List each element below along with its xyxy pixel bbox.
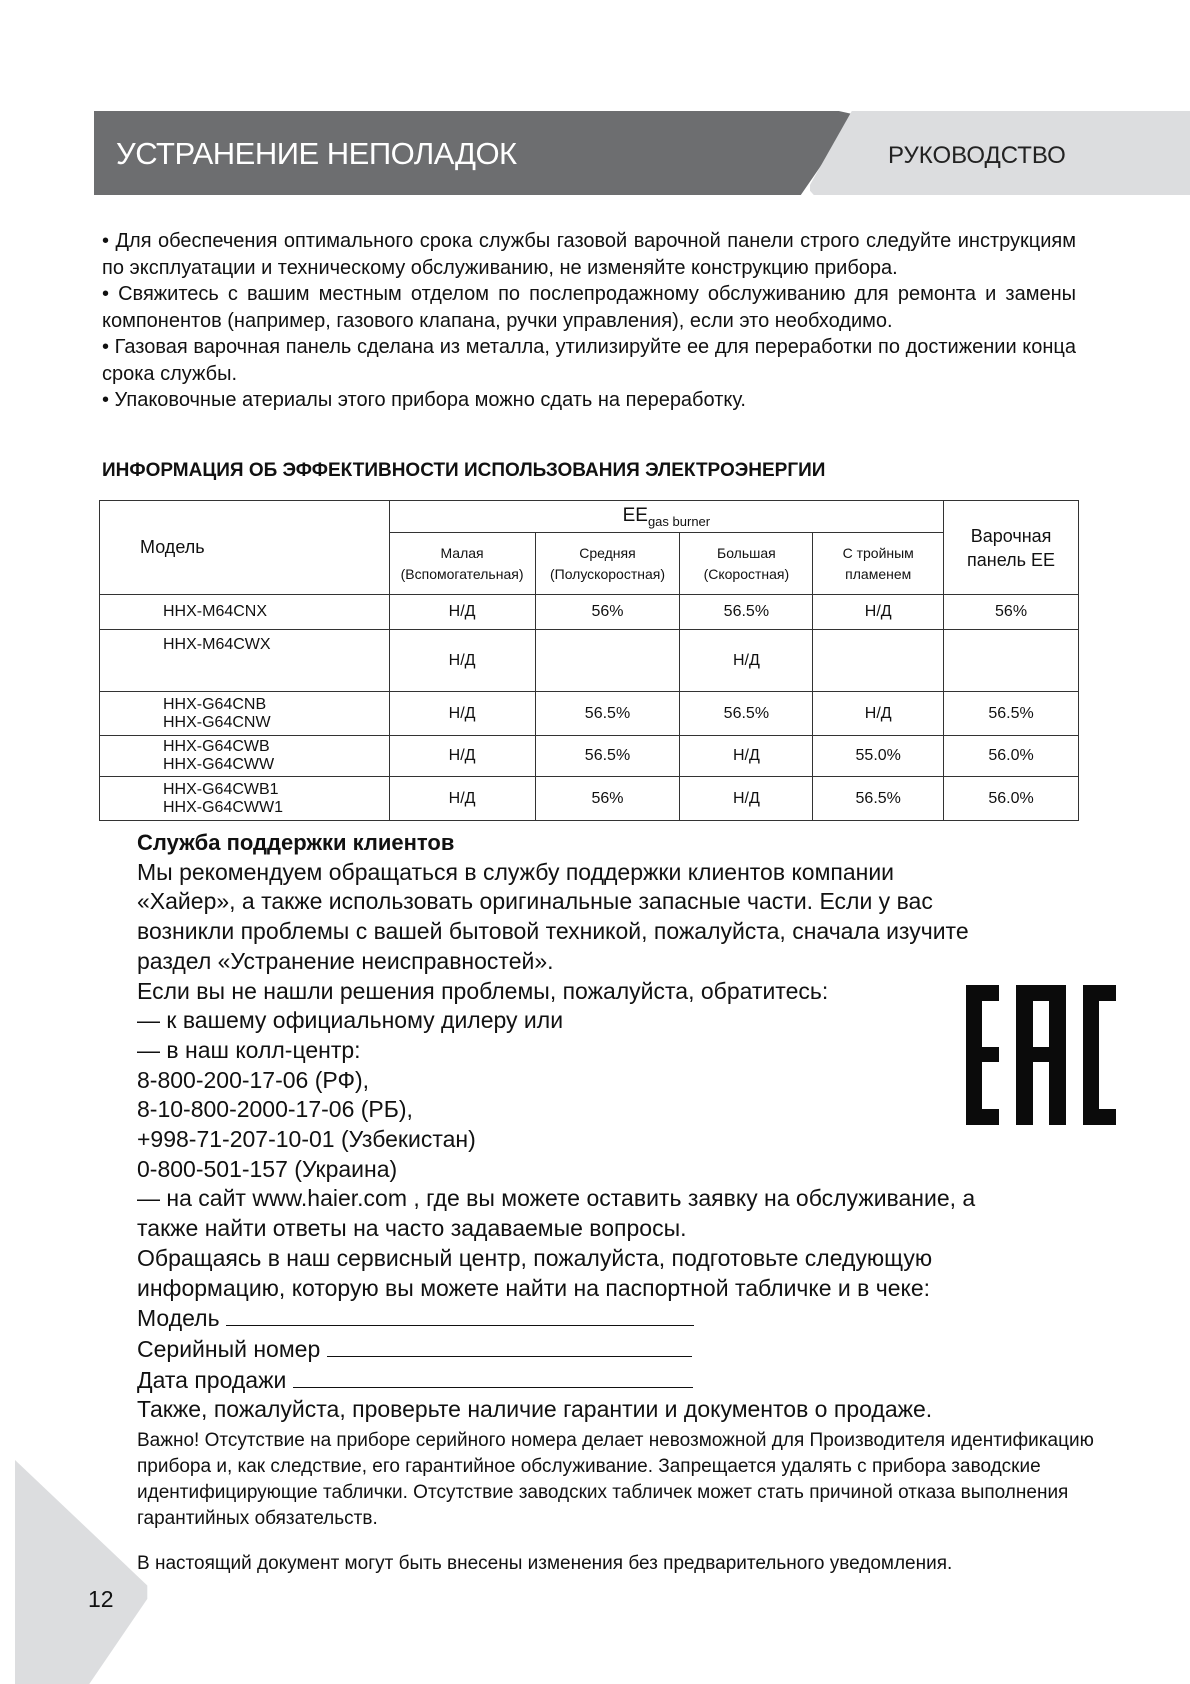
bullet-item: • Для обеспечения оптимального срока службы газовой варочной панели строго следуйте инструкциям по эксплуатации и техническому обслуживанию, не изменяйте конструкцию прибора. [102, 230, 1076, 279]
blank-line [327, 1334, 692, 1357]
table-row [100, 692, 1079, 736]
value-cell: Н/Д [680, 736, 813, 777]
value-cell: 56.5% [535, 692, 680, 736]
blank-line [293, 1365, 693, 1388]
eac-logo [966, 985, 1120, 1125]
bullet-item: • Упаковочные атериалы этого прибора можно сдать на переработку. [102, 389, 746, 411]
support-line: также найти ответы на часто задаваемые вопросы. [137, 1215, 687, 1242]
field-serial [137, 1334, 1097, 1365]
table-row [100, 595, 1079, 630]
change-notice: В настоящий документ могут быть внесены изменения без предварительного уведомления. [137, 1553, 953, 1574]
value-cell: Н/Д [680, 777, 813, 821]
header-burner [389, 533, 535, 595]
value-cell: 56.0% [944, 736, 1079, 777]
support-line: Обращаясь в наш сервисный центр, пожалуйста, подготовьте следующую [137, 1244, 933, 1271]
bullet-item: • Свяжитесь с вашим местным отделом по послепродажному обслуживанию для ремонта и замены компонентов (например, газового клапана, ручки управления), если это необходимо. [102, 283, 1076, 332]
page-title: УСТРАНЕНИЕ НЕПОЛАДОК [116, 136, 517, 171]
l2: пламенем [845, 565, 912, 582]
model-name: HHX-G64CWB [163, 738, 270, 755]
header-ee-gas-burner [389, 501, 944, 533]
ee-table [99, 500, 1079, 821]
value-cell [944, 630, 1079, 692]
customer-support [137, 828, 1097, 1425]
model-name: HHX-G64CNB [163, 695, 267, 713]
value-cell [535, 630, 680, 692]
hob-l1: Варочная [970, 525, 1052, 546]
support-line: информацию, которую вы можете найти на паспортной табличке и в чеке: [137, 1274, 931, 1301]
value-cell: 56.5% [813, 777, 944, 821]
model-cell [100, 777, 390, 821]
model-name: HHX-G64CWB1 [163, 780, 279, 798]
label: Серийный номер [137, 1335, 321, 1362]
support-line: — к вашему официальному дилеру или [137, 1007, 564, 1034]
field-date [137, 1365, 1097, 1396]
model-cell [100, 595, 390, 630]
l2: (Вспомогательная) [400, 565, 524, 582]
bullet-item: • Газовая варочная панель сделана из металла, утилизируйте ее для переработки по достижении конца срока службы. [102, 336, 1076, 385]
support-line: 8-10-800-2000-17-06 (РБ), [137, 1096, 413, 1123]
support-line: возникли проблемы с вашей бытовой техникой, пожалуйста, сначала изучите [137, 918, 969, 945]
value-cell: Н/Д [813, 692, 944, 736]
support-line: 0-800-501-157 (Украина) [137, 1155, 398, 1182]
support-line: Мы рекомендуем обращаться в службу поддержки клиентов компании [137, 858, 895, 885]
value-cell: Н/Д [389, 595, 535, 630]
model-cell [100, 630, 390, 692]
support-title: Служба поддержки клиентов [137, 830, 455, 855]
label: Модель [137, 1305, 220, 1332]
value-cell: Н/Д [813, 595, 944, 630]
label: Дата продажи [137, 1366, 287, 1393]
support-line: — в наш колл-центр: [137, 1036, 361, 1063]
value-cell: 56.5% [680, 595, 813, 630]
support-line: — на сайт www.haier.com , где вы можете оставить заявку на обслуживание, а [137, 1185, 976, 1212]
page-corner-decoration [15, 1460, 150, 1684]
table-row [100, 736, 1079, 777]
value-cell: 56% [535, 595, 680, 630]
value-cell [813, 630, 944, 692]
value-cell: Н/Д [389, 736, 535, 777]
value-cell: 56.5% [680, 692, 813, 736]
l1: Большая [717, 544, 776, 561]
value-cell: 56.5% [944, 692, 1079, 736]
value-cell: Н/Д [389, 777, 535, 821]
value-cell: Н/Д [389, 630, 535, 692]
model-name: HHX-G64CWW [163, 756, 275, 773]
support-line: «Хайер», а также использовать оригинальные запасные части. Если у вас [137, 888, 933, 915]
value-cell: 56.0% [944, 777, 1079, 821]
l1: Малая [440, 544, 484, 561]
support-line: Если вы не нашли решения проблемы, пожалуйста, обратитесь: [137, 977, 829, 1004]
field-model [137, 1303, 1097, 1334]
model-cell [100, 692, 390, 736]
header-burner [813, 533, 944, 595]
header-burner [535, 533, 680, 595]
value-cell: 56% [944, 595, 1079, 630]
support-closing: Также, пожалуйста, проверьте наличие гарантии и документов о продаже. [137, 1396, 933, 1423]
support-line: 8-800-200-17-06 (РФ), [137, 1066, 370, 1093]
l2: (Полускоростная) [549, 565, 665, 582]
value-cell: 56% [535, 777, 680, 821]
table-row [100, 630, 1079, 692]
model-name: HHX-M64CWX [163, 636, 271, 653]
blank-line [226, 1303, 694, 1326]
header-model: Модель [100, 501, 390, 595]
header-hob-ee [944, 501, 1079, 595]
table-row [100, 777, 1079, 821]
value-cell: 55.0% [813, 736, 944, 777]
value-cell: Н/Д [680, 630, 813, 692]
l1: Средняя [579, 544, 636, 561]
ee-main: EE [622, 504, 648, 526]
ee-heading: ИНФОРМАЦИЯ ОБ ЭФФЕКТИВНОСТИ ИСПОЛЬЗОВАНИЯ ЭЛЕКТРОЭНЕРГИИ [102, 460, 826, 481]
support-line: +998-71-207-10-01 (Узбекистан) [137, 1126, 476, 1153]
intro-bullets [102, 228, 1076, 414]
support-line: раздел «Устранение неисправностей». [137, 947, 554, 974]
page-number: 12 [88, 1586, 114, 1612]
hob-l2: панель EE [967, 549, 1056, 570]
model-cell [100, 736, 390, 777]
value-cell: 56.5% [535, 736, 680, 777]
model-name: HHX-M64CNX [163, 603, 268, 620]
section-label: РУКОВОДСТВО [888, 142, 1066, 169]
model-name: HHX-G64CNW [163, 713, 271, 731]
model-name: HHX-G64CWW1 [163, 798, 284, 816]
l1: С тройным [842, 544, 914, 561]
l2: (Скоростная) [703, 565, 790, 582]
important-note: Важно! Отсутствие на приборе серийного номера делает невозможной для Производителя идентификацию прибора и, как следствие, его гарантийное обслуживание. Запрещается удалять с прибора заводские идентифицирующие таблички. Отсутствие заводских табличек может стать причиной отказа выполнения гарантийных обязательств. [137, 1430, 1094, 1529]
value-cell: Н/Д [389, 692, 535, 736]
ee-sub: gas burner [647, 513, 711, 529]
header-burner [680, 533, 813, 595]
